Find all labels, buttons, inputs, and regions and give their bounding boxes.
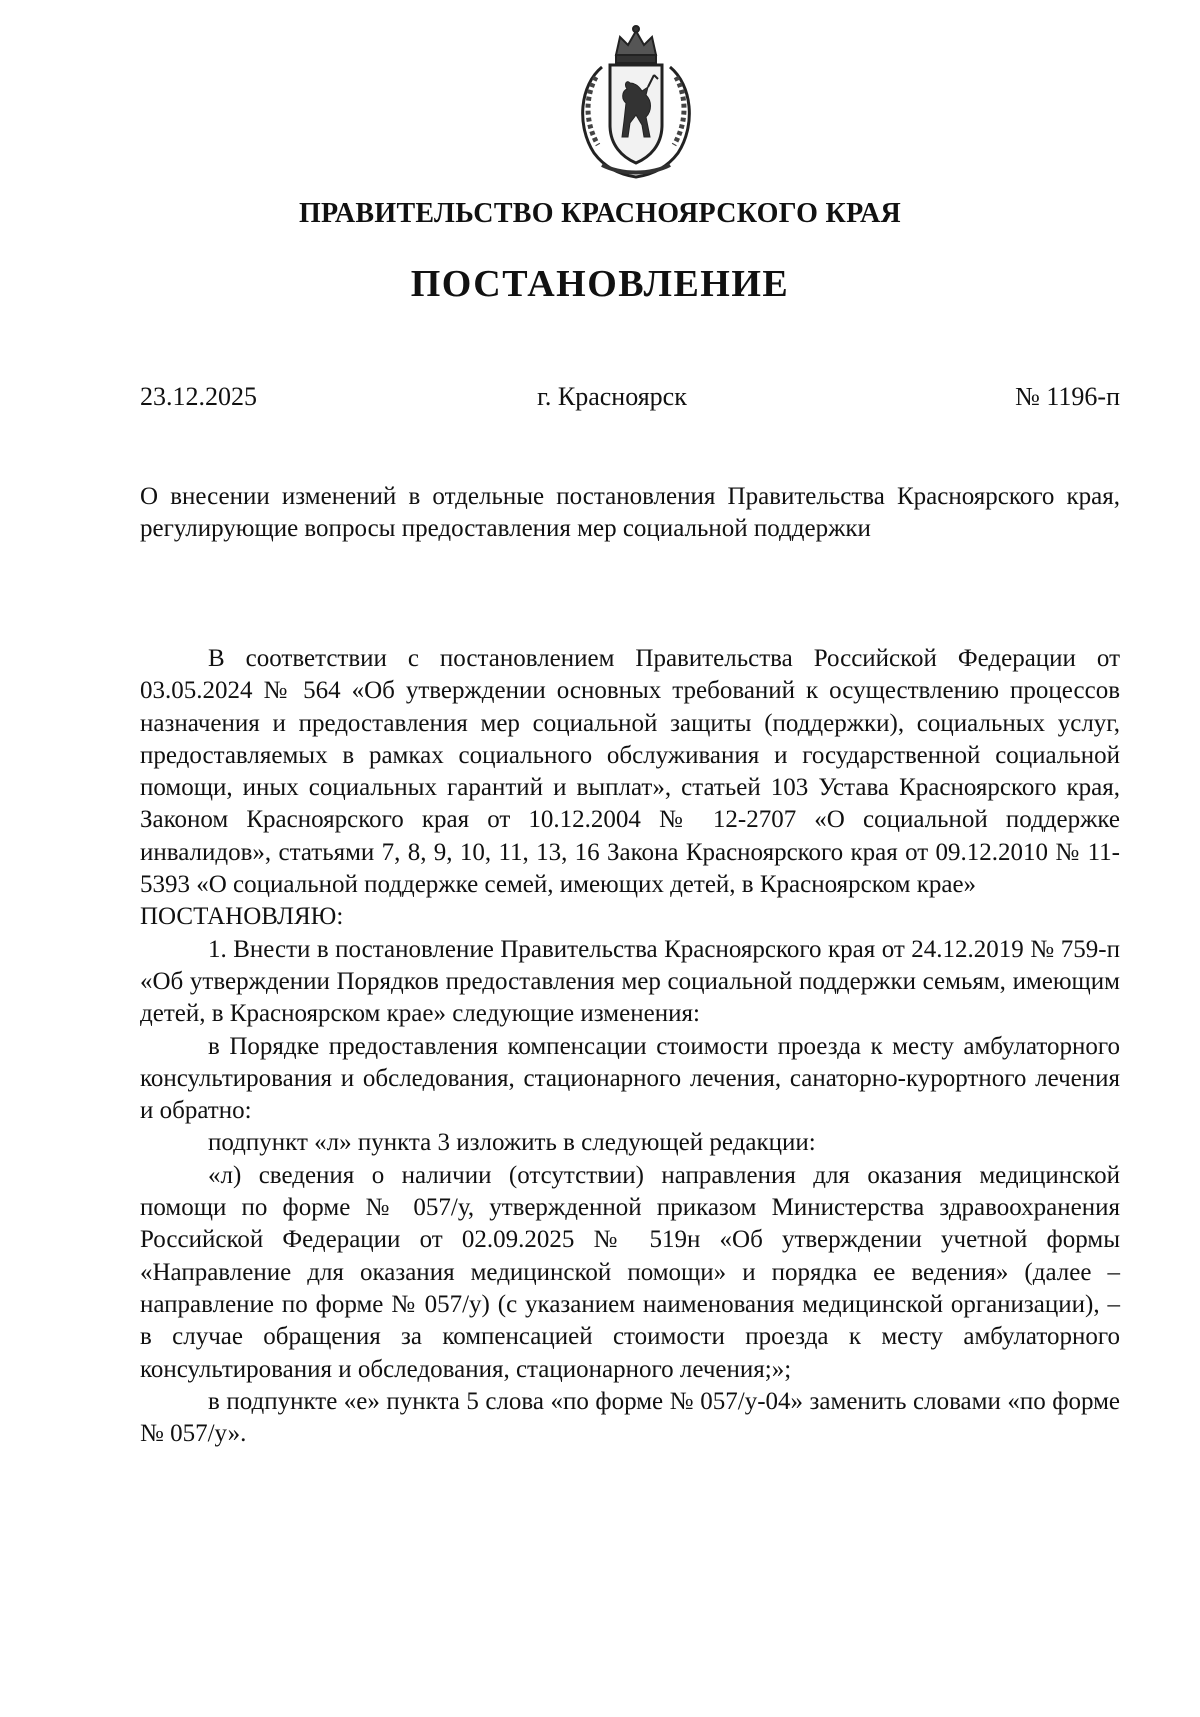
- coat-of-arms-icon: [572, 25, 700, 180]
- document-city: г. Красноярск: [537, 382, 687, 411]
- body-paragraph: в Порядке предоставления компенсации стоимости проезда к месту амбулаторного консультирования и обследования, стационарного лечения, санаторно-курортного лечения и обратно:: [140, 1032, 1120, 1125]
- body-paragraph: подпункт «л» пункта 3 изложить в следующей редакции:: [208, 1129, 816, 1157]
- resolution-word: ПОСТАНОВЛЯЮ:: [140, 903, 344, 931]
- body-paragraph: «л) сведения о наличии (отсутствии) направления для оказания медицинской помощи по форме № 057/у, утвержденной приказом Министерства здравоохранения Российской Федерации от 02.09.2025 № 519н «Об утверждении учетной формы «Направление для оказания медицинской помощи» и порядка ее ведения» (далее – направление по форме № 057/у) (с указанием наименования медицинской организации), – в случае обращения за компенсацией стоимости проезда к месту амбулаторного консультирования и обследования, стационарного лечения;»;: [140, 1161, 1120, 1383]
- body-paragraph: в подпункте «е» пункта 5 слова «по форме № 057/у-04» заменить словами «по форме № 057/у».: [140, 1387, 1120, 1448]
- document-date: 23.12.2025: [140, 382, 257, 411]
- organization-title: ПРАВИТЕЛЬСТВО КРАСНОЯРСКОГО КРАЯ: [298, 198, 902, 229]
- body-paragraph: В соответствии с постановлением Правительства Российской Федерации от 03.05.2024 № 564 «Об утверждении основных требований к осуществлению процессов назначения и предоставления мер социальной защиты (поддержки), социальных услуг, предоставляемых в рамках социального обслуживания и государственной социальной помощи, иных социальных гарантий и выплат», статьей 103 Устава Красноярского края, Законом Красноярского края от 10.12.2004 № 12-2707 «О социальной поддержке инвалидов», статьями 7, 8, 9, 10, 11, 13, 16 Закона Красноярского края от 09.12.2010 № 11-5393 «О социальной поддержке семей, имеющих детей, в Красноярском крае»: [140, 645, 1120, 899]
- document-body: [140, 643, 1120, 1450]
- document-subject: О внесении изменений в отдельные постановления Правительства Красноярского края, регулирующие вопросы предоставления мер социальной поддержки: [140, 483, 1120, 542]
- body-paragraph: 1. Внести в постановление Правительства Красноярского края от 24.12.2019 № 759-п «Об утверждении Порядков предоставления мер социальной поддержки семьям, имеющим детей, в Красноярском крае» следующие изменения:: [140, 935, 1120, 1028]
- document-type: ПОСТАНОВЛЕНИЕ: [410, 263, 790, 305]
- document-number: № 1196-п: [1015, 382, 1120, 411]
